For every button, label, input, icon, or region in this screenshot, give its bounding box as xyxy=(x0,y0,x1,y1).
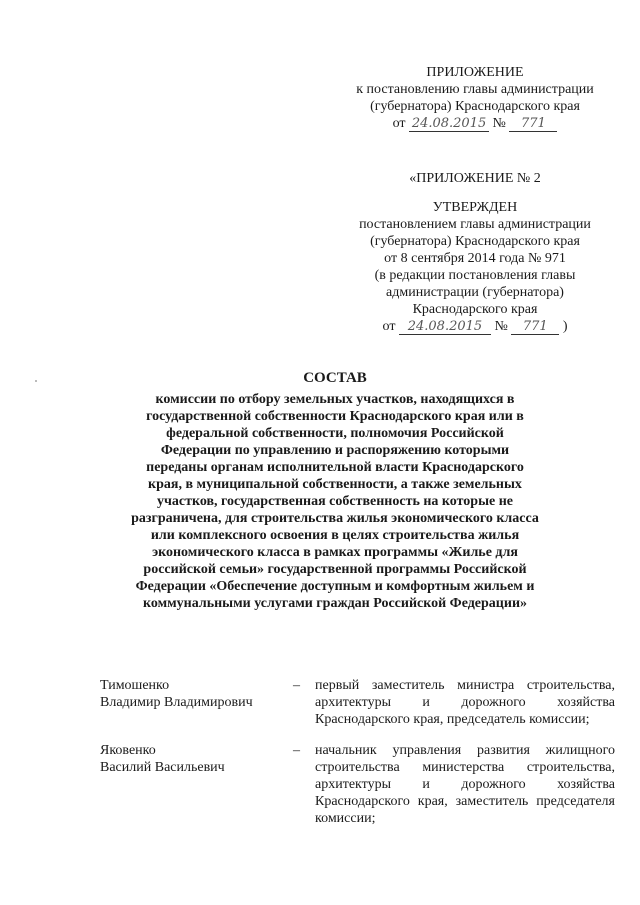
scan-mark xyxy=(35,380,37,382)
approval-line-4: (в редакции постановления главы xyxy=(374,268,576,283)
member-name xyxy=(100,677,280,711)
document-title: СОСТАВ xyxy=(303,370,367,386)
member-surname: Тимошенко xyxy=(100,678,170,693)
member-surname: Яковенко xyxy=(100,743,156,758)
subtitle-line: переданы органам исполнительной власти Краснодарского xyxy=(146,460,524,475)
subtitle-line: комиссии по отбору земельных участков, находящихся в xyxy=(155,392,515,407)
member-dash: – xyxy=(293,743,300,758)
appendix-date-row xyxy=(330,115,620,132)
from-label: от xyxy=(392,116,406,131)
appendix-2-title: «ПРИЛОЖЕНИЕ № 2 xyxy=(409,171,541,186)
appendix-title: ПРИЛОЖЕНИЕ xyxy=(426,65,524,80)
member-given-names: Владимир Владимирович xyxy=(100,695,253,710)
appendix-line-2: (губернатора) Краснодарского края xyxy=(370,99,580,114)
number-label: № xyxy=(492,116,506,131)
member-position: начальник управления развития жилищного строительства министерства строительства, архитектуры и дорожного хозяйства Краснодарского края, заместитель председателя комиссии; xyxy=(315,743,615,826)
approval-line-3: от 8 сентября 2014 года № 971 xyxy=(384,251,566,266)
handwritten-number: 771 xyxy=(511,320,559,335)
approval-line-5: администрации (губернатора) xyxy=(386,285,564,300)
approval-header xyxy=(330,170,620,335)
subtitle-line: экономического класса в рамках программы «Жилье для xyxy=(152,545,518,560)
handwritten-date: 24.08.2015 xyxy=(409,117,489,132)
approval-line-6: Краснодарского края xyxy=(412,302,538,317)
appendix-header xyxy=(330,64,620,132)
approved-label: УТВЕРЖДЕН xyxy=(432,200,518,215)
subtitle-line: государственной собственности Краснодарского края или в xyxy=(146,409,524,424)
member-dash: – xyxy=(293,678,300,693)
number-label: № xyxy=(494,319,508,334)
subtitle-line: участков, государственная собственность на которые не xyxy=(156,494,514,509)
handwritten-date: 24.08.2015 xyxy=(399,320,491,335)
subtitle-line: коммунальными услугами граждан Российской Федерации» xyxy=(142,596,528,611)
subtitle-line: разграничена, для строительства жилья экономического класса xyxy=(131,511,539,526)
document-subtitle xyxy=(100,391,570,612)
from-label: от xyxy=(382,319,396,334)
close-paren: ) xyxy=(562,319,568,334)
subtitle-line: российской семьи» государственной программы Российской xyxy=(143,562,527,577)
subtitle-line: края, в муниципальной собственности, а также земельных xyxy=(148,477,522,492)
member-name xyxy=(100,742,280,776)
subtitle-line: или комплексного освоения в целях строительства жилья xyxy=(150,528,520,543)
subtitle-line: Федерации «Обеспечение доступным и комфортным жильем и xyxy=(135,579,535,594)
appendix-line-1: к постановлению главы администрации xyxy=(356,82,594,97)
subtitle-line: федеральной собственности, полномочия Российской xyxy=(166,426,504,441)
handwritten-number: 771 xyxy=(509,117,557,132)
member-given-names: Василий Васильевич xyxy=(100,760,225,775)
approval-line-2: (губернатора) Краснодарского края xyxy=(370,234,580,249)
approval-line-1: постановлением главы администрации xyxy=(359,217,591,232)
approval-date-row xyxy=(330,318,620,335)
member-position: первый заместитель министра строительства, архитектуры и дорожного хозяйства Краснодарского края, председатель комиссии; xyxy=(315,678,615,727)
subtitle-line: Федерации по управлению и распоряжению которыми xyxy=(160,443,510,458)
